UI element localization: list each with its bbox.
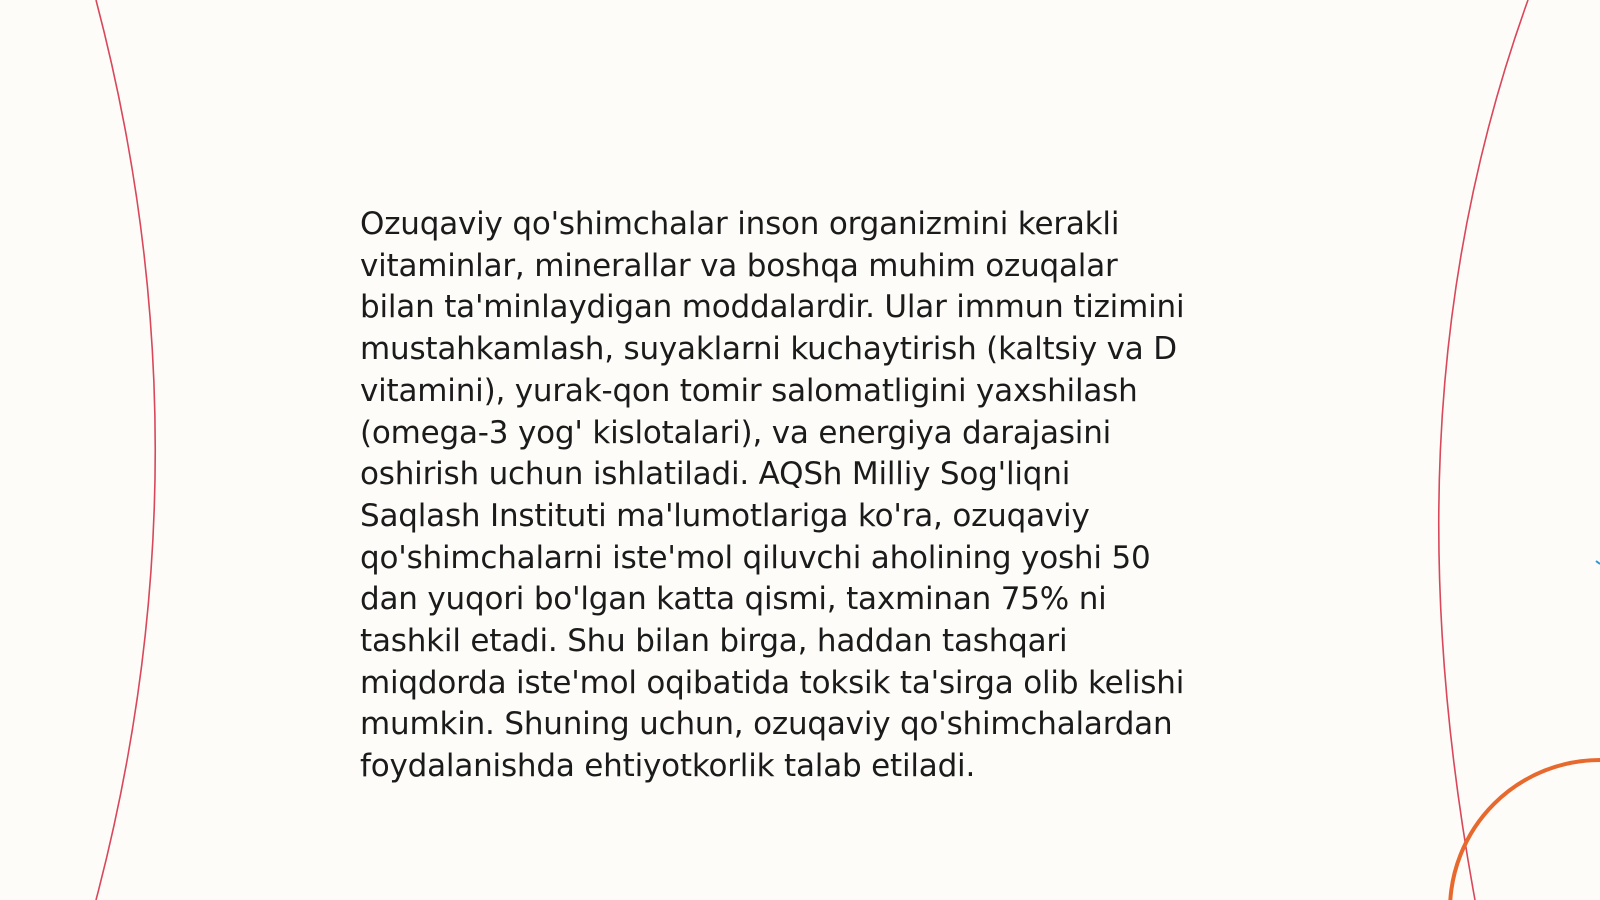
blue-decorative-tick bbox=[1596, 561, 1600, 564]
left-decorative-curve bbox=[96, 0, 155, 900]
slide-body-text: Ozuqaviy qo'shimchalar inson organizmini kerakli vitaminlar, minerallar va boshqa muhim ozuqalar bilan ta'minlaydigan moddalardir. Ular immun tizimini mustahkamlash, suyaklarni kuchaytirish (kaltsiy va D vitamini), yurak-qon tomir salomatligini yaxshilash (omega-3 yog' kislotalari), va energiya darajasini oshirish uchun ishlatiladi. AQSh Milliy Sog'liqni Saqlash Instituti ma'lumotlariga ko'ra, ozuqaviy qo'shimchalarni iste'mol qiluvchi aholining yoshi 50 dan yuqori bo'lgan katta qismi, taxminan 75% ni tashkil etadi. Shu bilan birga, haddan tashqari miqdorda iste'mol oqibatida toksik ta'sirga olib kelishi mumkin. Shuning uchun, ozuqaviy qo'shimchalardan foydalanishda ehtiyotkorlik talab etiladi. bbox=[360, 206, 1185, 785]
right-decorative-curve bbox=[1439, 0, 1528, 900]
orange-decorative-circle bbox=[1450, 760, 1600, 900]
